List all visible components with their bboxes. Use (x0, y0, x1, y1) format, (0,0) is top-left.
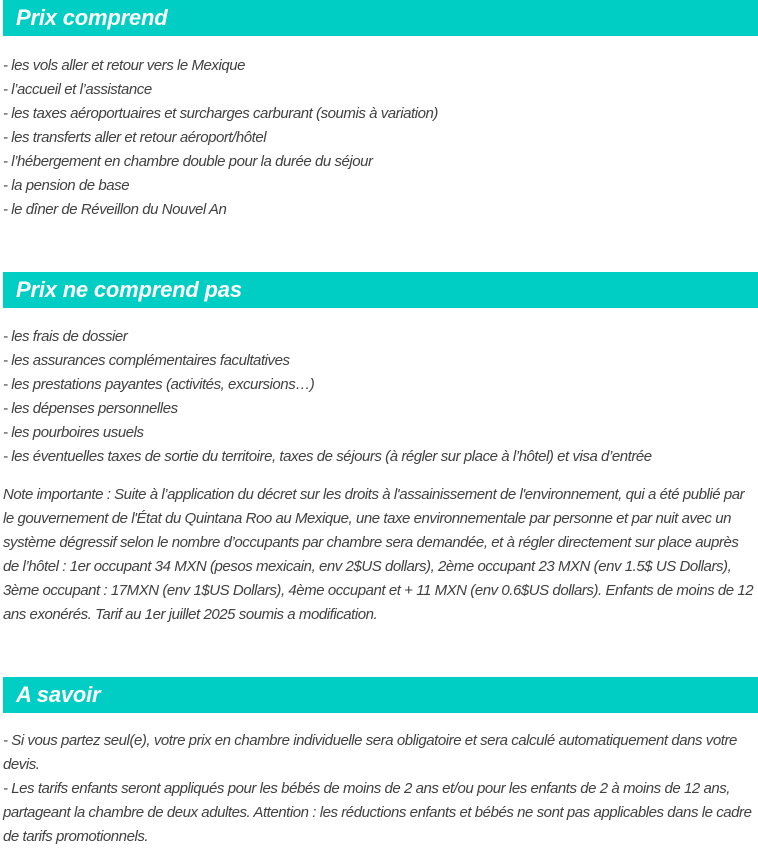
section-header-a-savoir (3, 677, 758, 713)
section-spacer (0, 627, 758, 677)
section-title-a-savoir: A savoir (16, 682, 101, 707)
list-item: - les pourboires usuels (3, 424, 144, 441)
list-item: - la pension de base (3, 177, 130, 194)
environment-tax-note: Note importante : Suite à l’application du décret sur les droits à l'assainissement de l'environnement, qui a été publié par le gouvernement de l'État du Quintana Roo au Mexique, une taxe environnementale par personne et par nuit avec un système dégressif selon le nombre d’occupants par chambre sera demandée, et à régler directement sur place auprès de l’hôtel : 1er occupant 34 MXN (pesos mexicain, env 2$US dollars), 2ème occupant 23 MXN (env 1.5$ US Dollars), 3ème occupant : 17MXN (env 1$US Dollars), 4ème occupant et + 11 MXN (env 0.6$US dollars). Enfants de moins de 12 ans exonérés. Tarif au 1er juillet 2025 soumis a modification. (3, 486, 754, 623)
not-included-items-list (0, 308, 758, 627)
section-spacer (0, 222, 758, 272)
single-room-paragraph: - Si vous partez seul(e), votre prix en chambre individuelle sera obligatoire et sera calculé automatiquement dans votre devis. (3, 732, 737, 773)
section-prix-comprend (0, 0, 758, 222)
section-prix-ne-comprend-pas (0, 272, 758, 627)
section-title-prix-ne-comprend-pas: Prix ne comprend pas (16, 277, 242, 302)
list-item: - le dîner de Réveillon du Nouvel An (3, 201, 227, 218)
list-item: - l’accueil et l’assistance (3, 81, 152, 98)
list-item: - les dépenses personnelles (3, 400, 178, 417)
a-savoir-paragraphs (0, 713, 758, 849)
section-header-prix-comprend (3, 0, 758, 36)
list-item: - les frais de dossier (3, 328, 128, 345)
list-item: - l’hébergement en chambre double pour la durée du séjour (3, 153, 373, 170)
list-item: - les taxes aéroportuaires et surcharges carburant (soumis à variation) (3, 105, 438, 122)
list-item: - les assurances complémentaires facultatives (3, 352, 290, 369)
list-item: - les vols aller et retour vers le Mexique (3, 57, 246, 74)
section-title-prix-comprend: Prix comprend (16, 5, 168, 30)
section-header-prix-ne-comprend-pas (3, 272, 758, 308)
included-items-list (0, 36, 758, 222)
list-item: - les transferts aller et retour aéroport/hôtel (3, 129, 267, 146)
list-item: - les éventuelles taxes de sortie du territoire, taxes de séjours (à régler sur place à l’hôtel) et visa d’entrée (3, 448, 652, 465)
list-item: - les prestations payantes (activités, excursions…) (3, 376, 315, 393)
section-a-savoir (0, 677, 758, 849)
child-rates-paragraph: - Les tarifs enfants seront appliqués pour les bébés de moins de 2 ans et/ou pour les enfants de 2 à moins de 12 ans, partageant la chambre de deux adultes. Attention : les réductions enfants et bébés ne sont pas applicables dans le cadre de tarifs promotionnels. (3, 780, 752, 845)
